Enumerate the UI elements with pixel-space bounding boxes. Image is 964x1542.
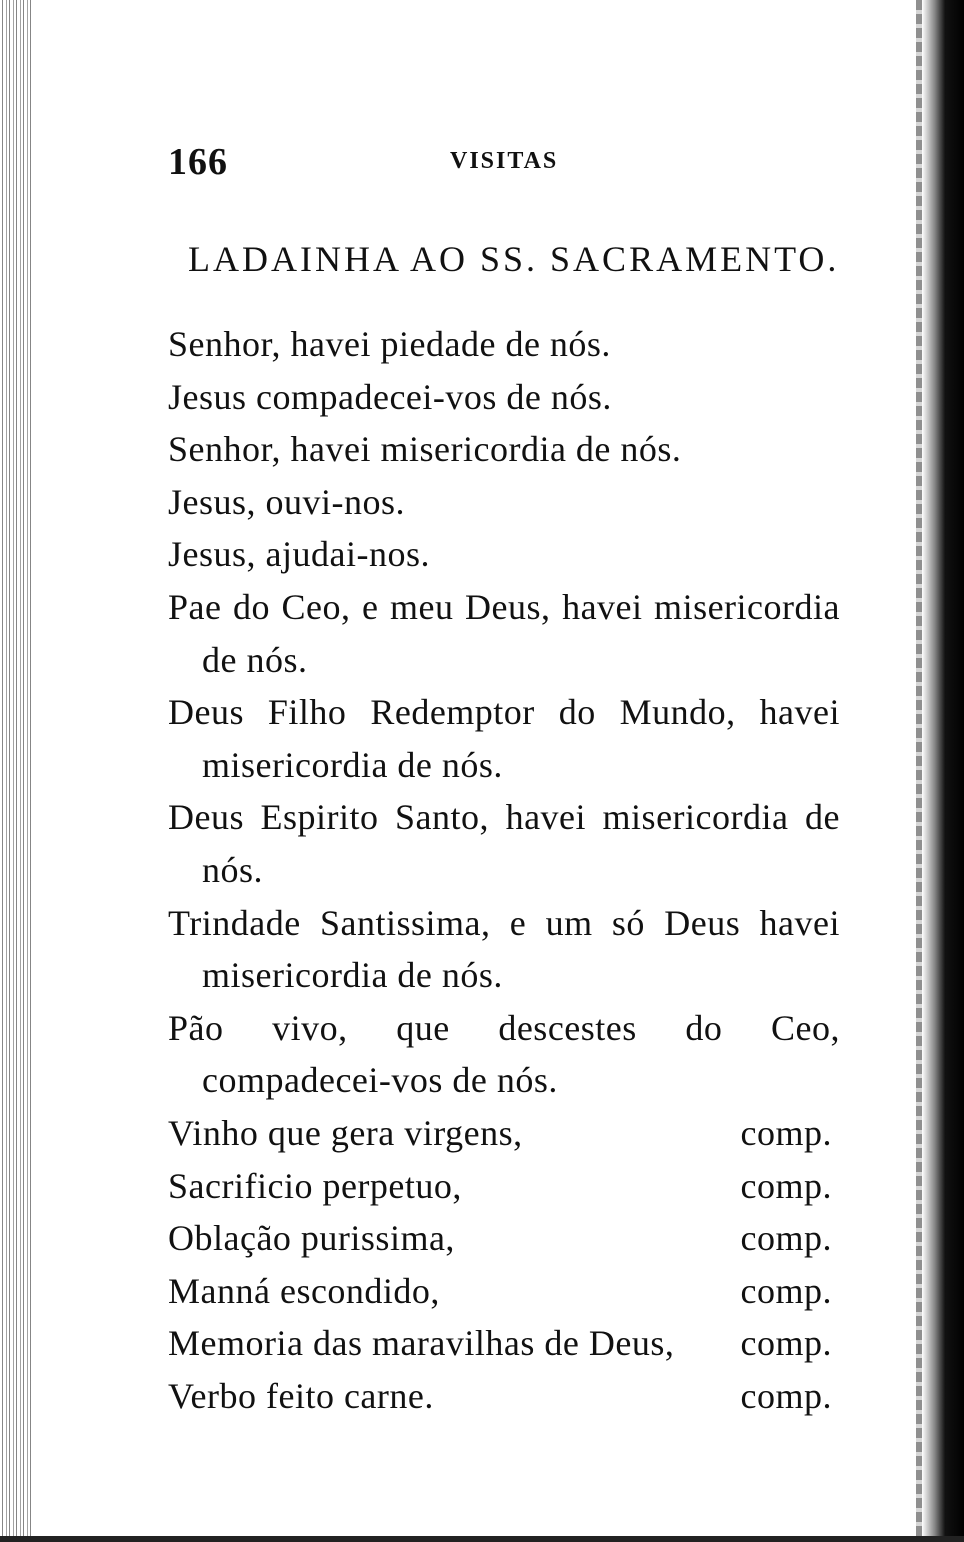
litany-text (168, 318, 840, 1422)
running-title: VISITAS (450, 148, 559, 174)
invocation-response: comp. (740, 1375, 832, 1416)
invocation-row (168, 1107, 840, 1160)
invocation-response: comp. (740, 1270, 832, 1311)
invocation-response: comp. (740, 1218, 832, 1259)
page-number: 166 (168, 141, 228, 183)
invocation-response: comp. (740, 1323, 832, 1364)
book-page (168, 0, 848, 1542)
invocation-row (168, 1212, 840, 1265)
verse: Trindade Santissima, e um só Deus havei misericordia de nós. (168, 902, 840, 996)
invocation-row (168, 1370, 840, 1423)
verse: Jesus compadecei-vos de nós. (168, 376, 612, 417)
scan-left-edge (0, 0, 32, 1542)
scan-right-edge (922, 0, 964, 1542)
running-head (168, 140, 588, 183)
invocation-text: Vinho que gera virgens, (168, 1112, 523, 1153)
verse: Senhor, havei misericordia de nós. (168, 429, 682, 470)
verse: Deus Espirito Santo, havei misericordia de nós. (168, 797, 840, 890)
verse: Jesus, ouvi-nos. (168, 481, 406, 522)
verse: Deus Filho Redemptor do Mundo, havei misericordia de nós. (168, 692, 840, 785)
invocation-text: Oblação purissima, (168, 1218, 455, 1259)
page-title: LADAINHA AO SS. SACRAMENTO. (188, 239, 840, 279)
invocation-row (168, 1160, 840, 1213)
invocation-text: Manná escondido, (168, 1270, 440, 1311)
invocation-row (168, 1317, 840, 1370)
invocation-row (168, 1265, 840, 1318)
invocation-response: comp. (740, 1112, 832, 1153)
invocation-text: Memoria das maravilhas de Deus, (168, 1323, 675, 1364)
verse: Senhor, havei piedade de nós. (168, 324, 611, 364)
invocation-text: Verbo feito carne. (168, 1375, 434, 1416)
invocation-text: Sacrificio perpetuo, (168, 1165, 462, 1206)
verse: Pão vivo, que descestes do Ceo, compadecei-vos de nós. (168, 1007, 840, 1101)
verse: Jesus, ajudai-nos. (168, 534, 430, 575)
verse: Pae do Ceo, e meu Deus, havei misericordia de nós. (168, 586, 840, 680)
invocation-response: comp. (740, 1165, 832, 1206)
